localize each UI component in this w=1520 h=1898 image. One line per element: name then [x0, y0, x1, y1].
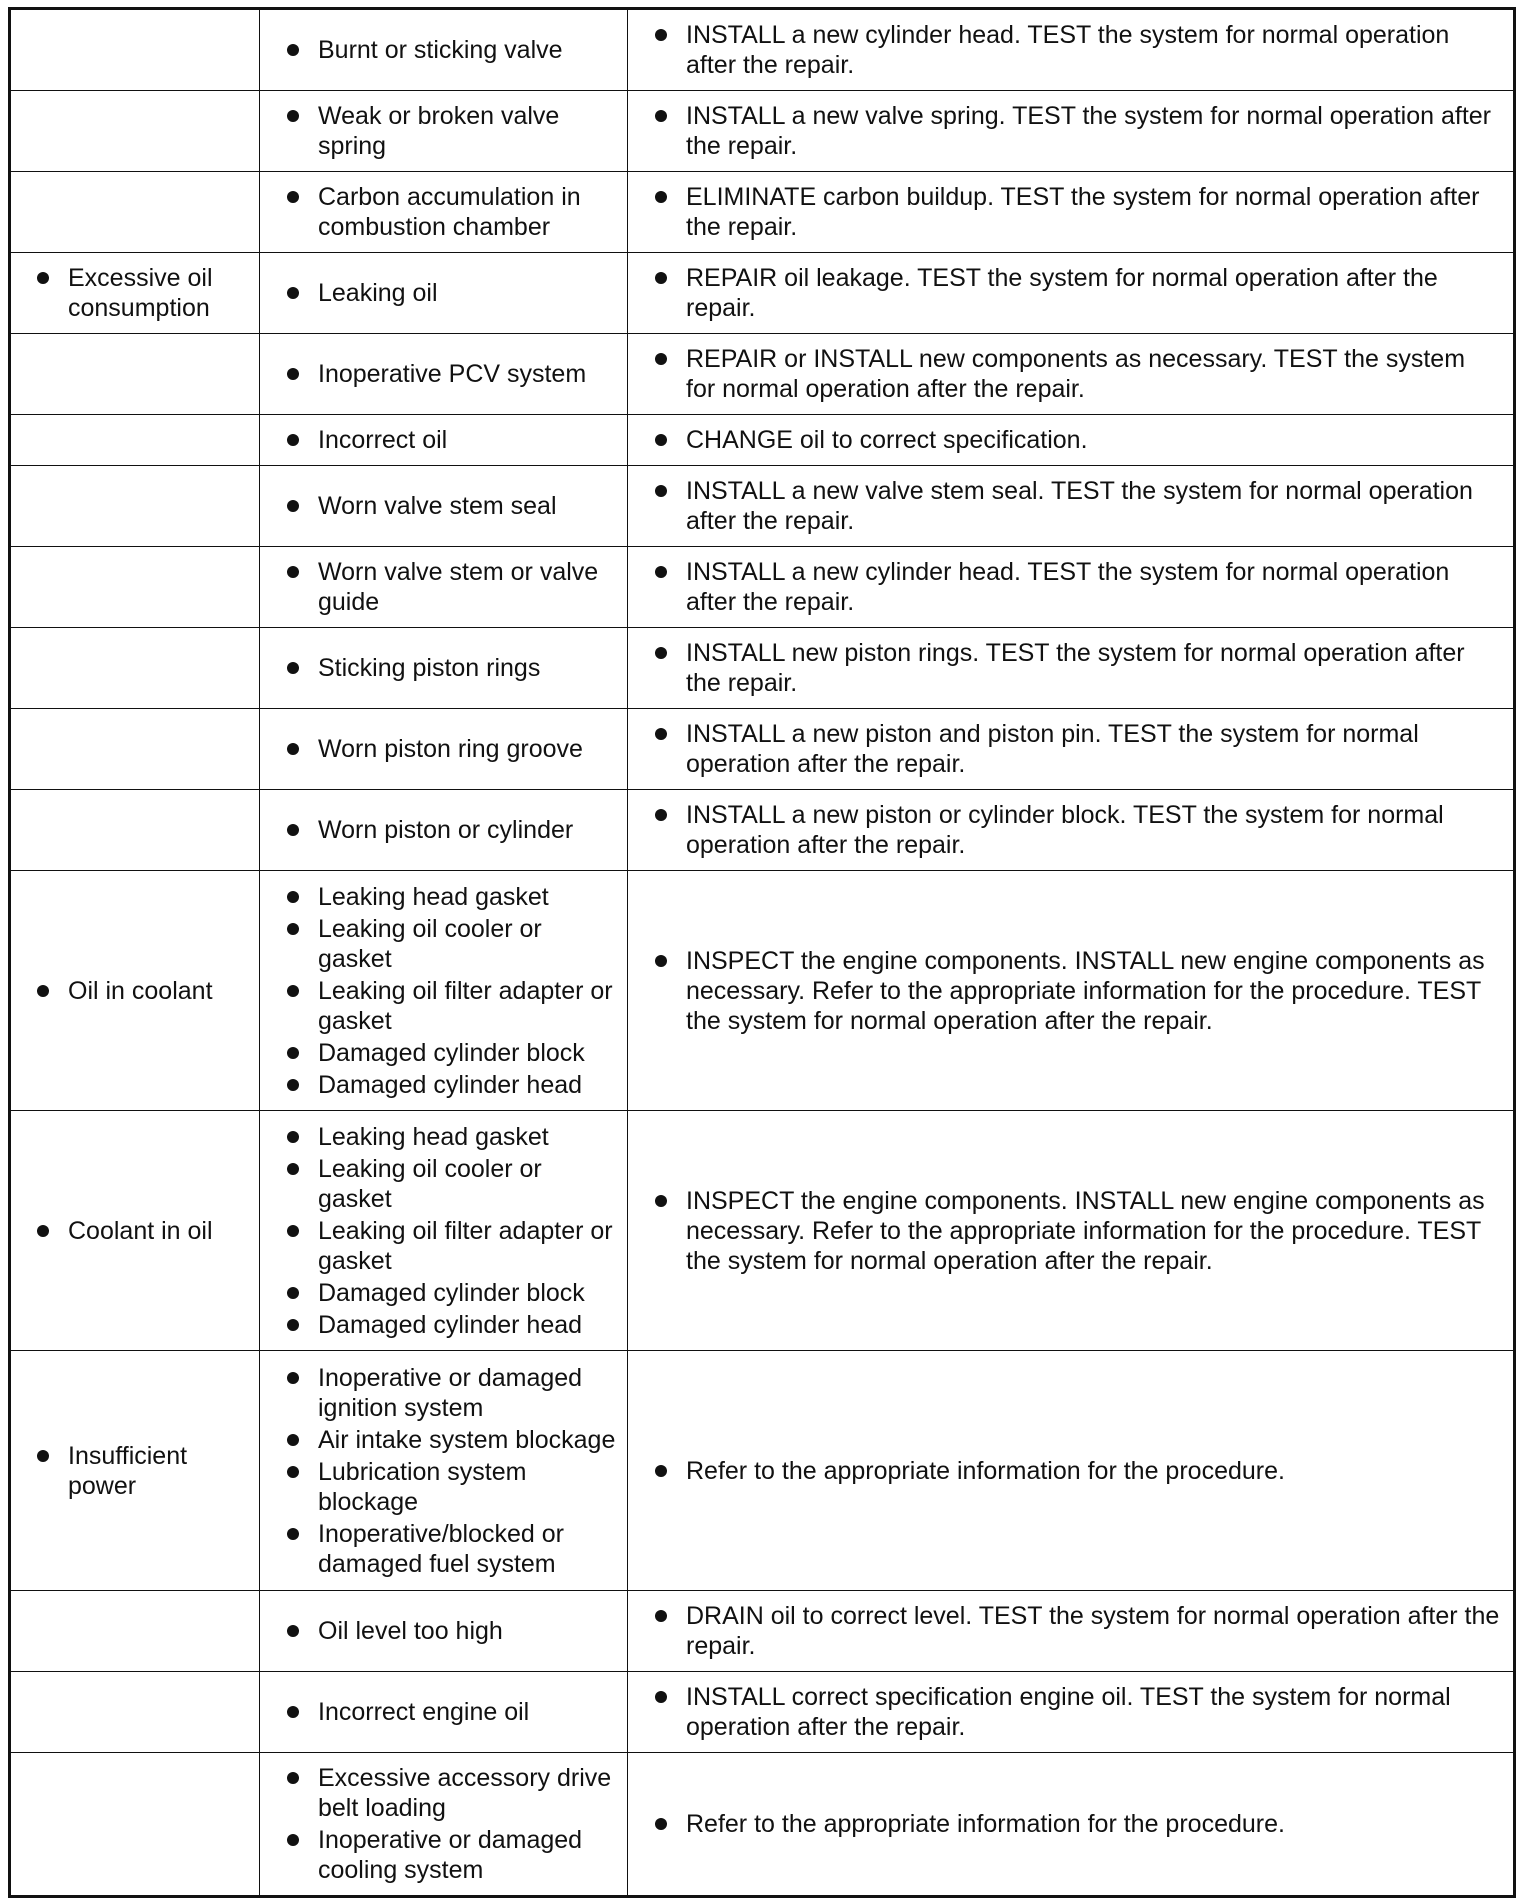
cause-item [275, 1278, 617, 1308]
action-text: REPAIR oil leakage. TEST the system for normal operation after the repair. [686, 264, 1438, 322]
bullet-icon [287, 1434, 299, 1446]
action-cell [628, 1111, 1515, 1351]
bullet-icon [287, 500, 299, 512]
cause-text: Damaged cylinder head [318, 1310, 583, 1339]
action-text: INSTALL a new cylinder head. TEST the system for normal operation after the repair. [686, 21, 1450, 79]
action-item [643, 101, 1501, 161]
cause-item [275, 1697, 617, 1727]
symptom-list [11, 1206, 259, 1256]
bullet-icon [287, 1131, 299, 1143]
bullet-icon [37, 1225, 49, 1237]
action-cell [628, 709, 1515, 790]
action-list [628, 709, 1513, 789]
action-item [643, 557, 1501, 617]
cause-list [260, 415, 627, 465]
cause-item [275, 491, 617, 521]
cause-cell [260, 709, 628, 790]
cause-list [260, 1753, 627, 1895]
diagnosis-table-body [10, 9, 1515, 1897]
action-cell [628, 1753, 1515, 1897]
symptom-list [11, 1431, 259, 1511]
cause-cell [260, 871, 628, 1111]
cause-cell [260, 628, 628, 709]
symptom-text: Coolant in oil [68, 1216, 213, 1245]
cause-item [275, 1122, 617, 1152]
cause-item [275, 653, 617, 683]
cause-item [275, 1038, 617, 1068]
bullet-icon [37, 985, 49, 997]
symptom-cell [10, 709, 260, 790]
bullet-icon [655, 191, 667, 203]
cause-text: Sticking piston rings [318, 654, 541, 682]
action-item [643, 344, 1501, 404]
action-item [643, 263, 1501, 323]
action-list [628, 628, 1513, 708]
cause-text: Damaged cylinder head [318, 1070, 583, 1099]
symptom-item [25, 976, 249, 1006]
bullet-icon [287, 434, 299, 446]
action-list [628, 1799, 1513, 1849]
symptom-cell [10, 415, 260, 466]
cause-cell [260, 253, 628, 334]
bullet-icon [655, 566, 667, 578]
cause-text: Incorrect engine oil [318, 1698, 530, 1726]
bullet-icon [287, 1372, 299, 1384]
action-list [628, 415, 1513, 465]
cause-text: Inoperative PCV system [318, 360, 587, 388]
bullet-icon [287, 1225, 299, 1237]
cause-text: Inoperative/blocked or damaged fuel system [318, 1519, 564, 1578]
action-cell [628, 871, 1515, 1111]
table-row [10, 709, 1515, 790]
cause-text: Leaking oil cooler or gasket [318, 914, 542, 973]
table-row [10, 1111, 1515, 1351]
action-text: REPAIR or INSTALL new components as necessary. TEST the system for normal operation after the repair. [686, 345, 1466, 403]
cause-text: Worn piston or cylinder [318, 816, 574, 844]
action-text: INSTALL a new piston and piston pin. TEST the system for normal operation after the repair. [686, 720, 1419, 778]
cause-list [260, 805, 627, 855]
cause-item [275, 1616, 617, 1646]
cause-item [275, 101, 617, 161]
cause-list [260, 268, 627, 318]
cause-item [275, 1310, 617, 1340]
cause-item [275, 1763, 617, 1823]
symptom-cell [10, 466, 260, 547]
action-list [628, 334, 1513, 414]
action-item [643, 946, 1501, 1036]
bullet-icon [287, 1319, 299, 1331]
bullet-icon [655, 1465, 667, 1477]
cause-list [260, 481, 627, 531]
table-row [10, 790, 1515, 871]
action-list [628, 253, 1513, 333]
cause-text: Leaking head gasket [318, 882, 549, 911]
table-row [10, 253, 1515, 334]
action-cell [628, 172, 1515, 253]
action-list [628, 10, 1513, 90]
action-cell [628, 790, 1515, 871]
symptom-item [25, 1441, 249, 1501]
action-text: INSTALL a new valve spring. TEST the system for normal operation after the repair. [686, 102, 1491, 160]
bullet-icon [655, 647, 667, 659]
symptom-text: Excessive oil consumption [68, 264, 213, 322]
action-cell [628, 1591, 1515, 1672]
action-text: INSTALL a new cylinder head. TEST the system for normal operation after the repair. [686, 558, 1450, 616]
action-list [628, 1176, 1513, 1286]
symptom-text: Insufficient power [68, 1441, 188, 1500]
action-item [643, 1456, 1501, 1486]
action-item [643, 1601, 1501, 1661]
cause-cell [260, 415, 628, 466]
bullet-icon [287, 110, 299, 122]
action-text: CHANGE oil to correct specification. [686, 426, 1088, 454]
bullet-icon [287, 985, 299, 997]
table-row [10, 9, 1515, 91]
cause-text: Leaking oil filter adapter or gasket [318, 976, 613, 1035]
bullet-icon [287, 287, 299, 299]
cause-item [275, 1519, 617, 1579]
cause-cell [260, 9, 628, 91]
bullet-icon [655, 809, 667, 821]
action-item [643, 476, 1501, 536]
symptom-cell [10, 91, 260, 172]
cause-text: Burnt or sticking valve [318, 36, 563, 64]
cause-item [275, 278, 617, 308]
bullet-icon [655, 485, 667, 497]
bullet-icon [37, 272, 49, 284]
bullet-icon [287, 923, 299, 935]
symptom-cell [10, 172, 260, 253]
action-list [628, 172, 1513, 252]
cause-list [260, 349, 627, 399]
action-cell [628, 91, 1515, 172]
table-row [10, 547, 1515, 628]
bullet-icon [655, 728, 667, 740]
cause-text: Worn valve stem or valve guide [318, 558, 599, 616]
bullet-icon [287, 1528, 299, 1540]
symptom-cell [10, 790, 260, 871]
symptom-item [25, 263, 249, 323]
cause-text: Lubrication system blockage [318, 1457, 527, 1516]
action-list [628, 1591, 1513, 1671]
symptom-cell [10, 253, 260, 334]
symptom-cell [10, 547, 260, 628]
bullet-icon [287, 566, 299, 578]
cause-item [275, 976, 617, 1036]
cause-item [275, 815, 617, 845]
table-row [10, 334, 1515, 415]
bullet-icon [287, 1625, 299, 1637]
cause-cell [260, 334, 628, 415]
cause-text: Weak or broken valve spring [318, 102, 560, 160]
cause-cell [260, 790, 628, 871]
cause-item [275, 734, 617, 764]
action-cell [628, 628, 1515, 709]
bullet-icon [655, 1691, 667, 1703]
bullet-icon [655, 110, 667, 122]
cause-item [275, 1070, 617, 1100]
bullet-icon [287, 891, 299, 903]
cause-cell [260, 1672, 628, 1753]
action-text: Refer to the appropriate information for the procedure. [686, 1810, 1285, 1838]
bullet-icon [287, 1706, 299, 1718]
bullet-icon [287, 368, 299, 380]
cause-list [260, 1112, 627, 1350]
action-item [643, 1809, 1501, 1839]
bullet-icon [287, 1079, 299, 1091]
action-cell [628, 547, 1515, 628]
action-list [628, 547, 1513, 627]
bullet-icon [287, 1163, 299, 1175]
symptom-cell [10, 1672, 260, 1753]
action-cell [628, 1351, 1515, 1591]
cause-cell [260, 1591, 628, 1672]
cause-text: Damaged cylinder block [318, 1278, 585, 1307]
action-item [643, 425, 1501, 455]
cause-cell [260, 91, 628, 172]
bullet-icon [655, 434, 667, 446]
action-text: INSPECT the engine components. INSTALL new engine components as necessary. Refer to the appropriate information for the procedure. TEST the system for normal operation after the repair. [686, 946, 1485, 1035]
cause-item [275, 1363, 617, 1423]
symptom-text: Oil in coolant [68, 976, 213, 1005]
cause-text: Leaking head gasket [318, 1122, 549, 1151]
table-row [10, 91, 1515, 172]
symptom-cell [10, 1753, 260, 1897]
symptom-cell [10, 871, 260, 1111]
bullet-icon [655, 353, 667, 365]
cause-item [275, 35, 617, 65]
cause-list [260, 1687, 627, 1737]
cause-item [275, 182, 617, 242]
cause-text: Air intake system blockage [318, 1425, 616, 1454]
cause-item [275, 557, 617, 617]
action-item [643, 800, 1501, 860]
bullet-icon [287, 824, 299, 836]
cause-list [260, 91, 627, 171]
cause-cell [260, 1111, 628, 1351]
diagnosis-table [8, 7, 1516, 1898]
table-row [10, 628, 1515, 709]
bullet-icon [287, 191, 299, 203]
cause-item [275, 1216, 617, 1276]
bullet-icon [655, 955, 667, 967]
cause-list [260, 643, 627, 693]
action-text: Refer to the appropriate information for the procedure. [686, 1456, 1285, 1485]
symptom-cell [10, 1351, 260, 1591]
symptom-cell [10, 628, 260, 709]
action-item [643, 20, 1501, 80]
cause-text: Worn piston ring groove [318, 735, 583, 763]
cause-text: Oil level too high [318, 1617, 503, 1645]
cause-item [275, 1154, 617, 1214]
bullet-icon [287, 1047, 299, 1059]
table-row [10, 172, 1515, 253]
bullet-icon [287, 1466, 299, 1478]
action-text: DRAIN oil to correct level. TEST the system for normal operation after the repair. [686, 1602, 1500, 1660]
cause-text: Leaking oil [318, 279, 438, 307]
cause-text: Inoperative or damaged cooling system [318, 1826, 583, 1884]
bullet-icon [287, 1834, 299, 1846]
table-row [10, 466, 1515, 547]
bullet-icon [655, 29, 667, 41]
cause-cell [260, 172, 628, 253]
symptom-cell [10, 9, 260, 91]
symptom-cell [10, 1591, 260, 1672]
cause-text: Worn valve stem seal [318, 492, 557, 520]
action-item [643, 1186, 1501, 1276]
table-row [10, 1591, 1515, 1672]
symptom-item [25, 1216, 249, 1246]
table-row [10, 1672, 1515, 1753]
bullet-icon [287, 44, 299, 56]
cause-item [275, 1425, 617, 1455]
action-list [628, 91, 1513, 171]
cause-item [275, 914, 617, 974]
cause-cell [260, 466, 628, 547]
action-list [628, 466, 1513, 546]
bullet-icon [655, 1818, 667, 1830]
cause-text: Inoperative or damaged ignition system [318, 1363, 583, 1422]
cause-list [260, 1606, 627, 1656]
table-row [10, 1351, 1515, 1591]
table-row [10, 871, 1515, 1111]
cause-list [260, 1353, 627, 1589]
symptom-cell [10, 1111, 260, 1351]
action-text: INSTALL new piston rings. TEST the system for normal operation after the repair. [686, 639, 1465, 697]
action-text: INSTALL correct specification engine oil. TEST the system for normal operation after the repair. [686, 1683, 1451, 1741]
action-text: INSTALL a new piston or cylinder block. TEST the system for normal operation after the repair. [686, 801, 1444, 859]
cause-text: Excessive accessory drive belt loading [318, 1764, 612, 1822]
symptom-list [11, 966, 259, 1016]
action-cell [628, 9, 1515, 91]
table-row [10, 415, 1515, 466]
action-cell [628, 1672, 1515, 1753]
action-cell [628, 415, 1515, 466]
action-list [628, 1672, 1513, 1752]
cause-text: Leaking oil cooler or gasket [318, 1154, 542, 1213]
bullet-icon [287, 743, 299, 755]
cause-item [275, 1457, 617, 1517]
action-list [628, 936, 1513, 1046]
cause-text: Leaking oil filter adapter or gasket [318, 1216, 613, 1275]
cause-list [260, 172, 627, 252]
bullet-icon [37, 1450, 49, 1462]
cause-cell [260, 1351, 628, 1591]
symptom-list [11, 253, 259, 333]
cause-item [275, 425, 617, 455]
cause-list [260, 872, 627, 1110]
action-item [643, 1682, 1501, 1742]
bullet-icon [287, 662, 299, 674]
cause-item [275, 882, 617, 912]
action-text: INSTALL a new valve stem seal. TEST the system for normal operation after the repair. [686, 477, 1473, 535]
cause-list [260, 724, 627, 774]
bullet-icon [655, 1610, 667, 1622]
cause-item [275, 1825, 617, 1885]
bullet-icon [655, 272, 667, 284]
table-row [10, 1753, 1515, 1897]
cause-text: Carbon accumulation in combustion chamber [318, 183, 581, 241]
action-item [643, 638, 1501, 698]
action-text: ELIMINATE carbon buildup. TEST the system for normal operation after the repair. [686, 183, 1480, 241]
symptom-cell [10, 334, 260, 415]
action-cell [628, 253, 1515, 334]
cause-list [260, 547, 627, 627]
action-cell [628, 334, 1515, 415]
action-cell [628, 466, 1515, 547]
action-item [643, 182, 1501, 242]
action-text: INSPECT the engine components. INSTALL new engine components as necessary. Refer to the appropriate information for the procedure. TEST the system for normal operation after the repair. [686, 1186, 1485, 1275]
cause-cell [260, 1753, 628, 1897]
cause-cell [260, 547, 628, 628]
bullet-icon [287, 1287, 299, 1299]
action-list [628, 1446, 1513, 1496]
cause-list [260, 25, 627, 75]
cause-text: Damaged cylinder block [318, 1038, 585, 1067]
action-list [628, 790, 1513, 870]
bullet-icon [655, 1195, 667, 1207]
cause-text: Incorrect oil [318, 426, 448, 454]
bullet-icon [287, 1772, 299, 1784]
cause-item [275, 359, 617, 389]
action-item [643, 719, 1501, 779]
